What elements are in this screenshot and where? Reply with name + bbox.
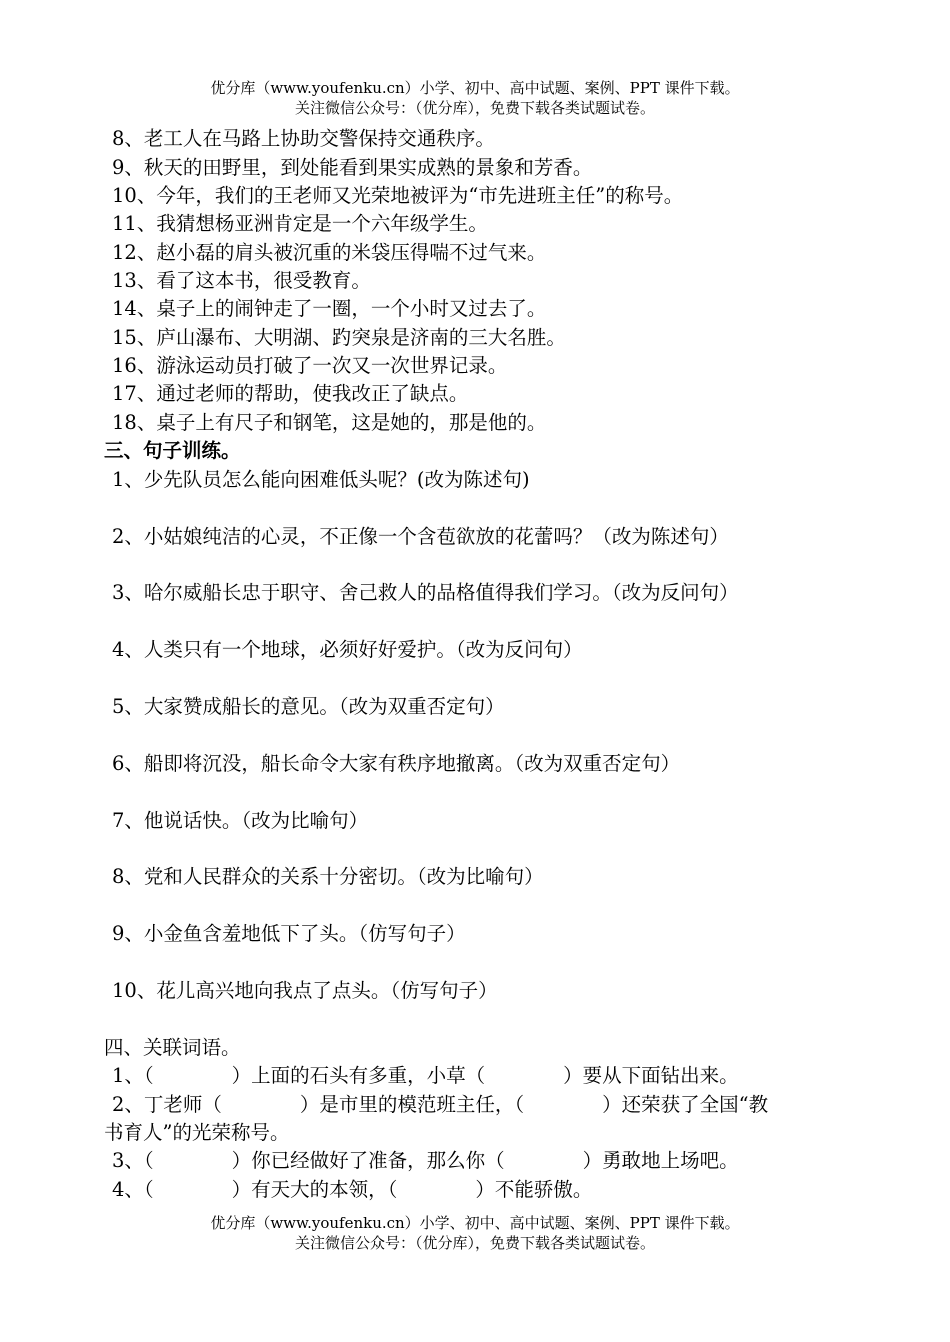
section-title-sentence-training: 三、句子训练。 [104,439,241,462]
header-line-2: 关注微信公众号：（优分库），免费下载各类试题试卷。 [294,99,655,117]
footer-line-1: 优分库（www.youfenku.cn）小学、初中、高中试题、案例、PPT 课件下载。 [210,1214,740,1232]
exercise-item: 6、船即将沉没，船长命令大家有秩序地撤离。（改为双重否定句） [112,752,681,775]
section-title-conjunctions: 四、关联词语。 [104,1036,241,1059]
exercise-item: 8、党和人民群众的关系十分密切。（改为比喻句） [112,865,544,888]
list-item: 17、通过老师的帮助，使我改正了缺点。 [112,382,469,405]
fill-blank-item: 2、丁老师（ ）是市里的模范班主任，（ ）还荣获了全国“教 [112,1093,769,1116]
fill-blank-item: 3、（ ）你已经做好了准备，那么你（ ）勇敢地上场吧。 [112,1149,739,1172]
list-item: 13、看了这本书，很受教育。 [112,269,371,292]
exercise-item: 7、他说话快。（改为比喻句） [112,809,369,832]
exercise-item: 4、人类只有一个地球，必须好好爱护。（改为反问句） [112,638,583,661]
list-item: 18、桌子上有尺子和钢笔，这是她的，那是他的。 [112,411,547,434]
exercise-item: 9、小金鱼含羞地低下了头。（仿写句子） [112,922,466,945]
list-item: 11、我猜想杨亚洲肯定是一个六年级学生。 [112,212,488,235]
header-line-1: 优分库（www.youfenku.cn）小学、初中、高中试题、案例、PPT 课件下载。 [210,79,740,97]
list-item: 16、游泳运动员打破了一次又一次世界记录。 [112,354,508,377]
list-item: 14、桌子上的闹钟走了一圈，一个小时又过去了。 [112,297,547,320]
fill-blank-item-continuation: 书育人”的光荣称号。 [104,1121,290,1144]
list-item: 15、庐山瀑布、大明湖、趵突泉是济南的三大名胜。 [112,326,566,349]
page-footer [0,1213,950,1253]
list-item: 10、今年，我们的王老师又光荣地被评为“市先进班主任”的称号。 [112,184,684,207]
fill-blank-item: 4、（ ）有天大的本领，（ ）不能骄傲。 [112,1178,593,1201]
exercise-item: 10、花儿高兴地向我点了点头。（仿写句子） [112,979,498,1002]
footer-line-2: 关注微信公众号：（优分库），免费下载各类试题试卷。 [294,1234,655,1252]
list-item: 12、赵小磊的肩头被沉重的米袋压得喘不过气来。 [112,241,547,264]
exercise-item: 3、哈尔威船长忠于职守、舍己救人的品格值得我们学习。（改为反问句） [112,581,739,604]
exercise-item: 2、小姑娘纯洁的心灵，不正像一个含苞欲放的花蕾吗？（改为陈述句） [112,525,729,548]
fill-blank-item: 1、（ ）上面的石头有多重，小草（ ）要从下面钻出来。 [112,1064,739,1087]
page-header [0,78,950,118]
list-item: 8、老工人在马路上协助交警保持交通秩序。 [112,127,495,150]
exercise-item: 1、少先队员怎么能向困难低头呢？(改为陈述句) [112,468,530,491]
exercise-item: 5、大家赞成船长的意见。（改为双重否定句） [112,695,505,718]
list-item: 9、秋天的田野里，到处能看到果实成熟的景象和芳香。 [112,156,593,179]
